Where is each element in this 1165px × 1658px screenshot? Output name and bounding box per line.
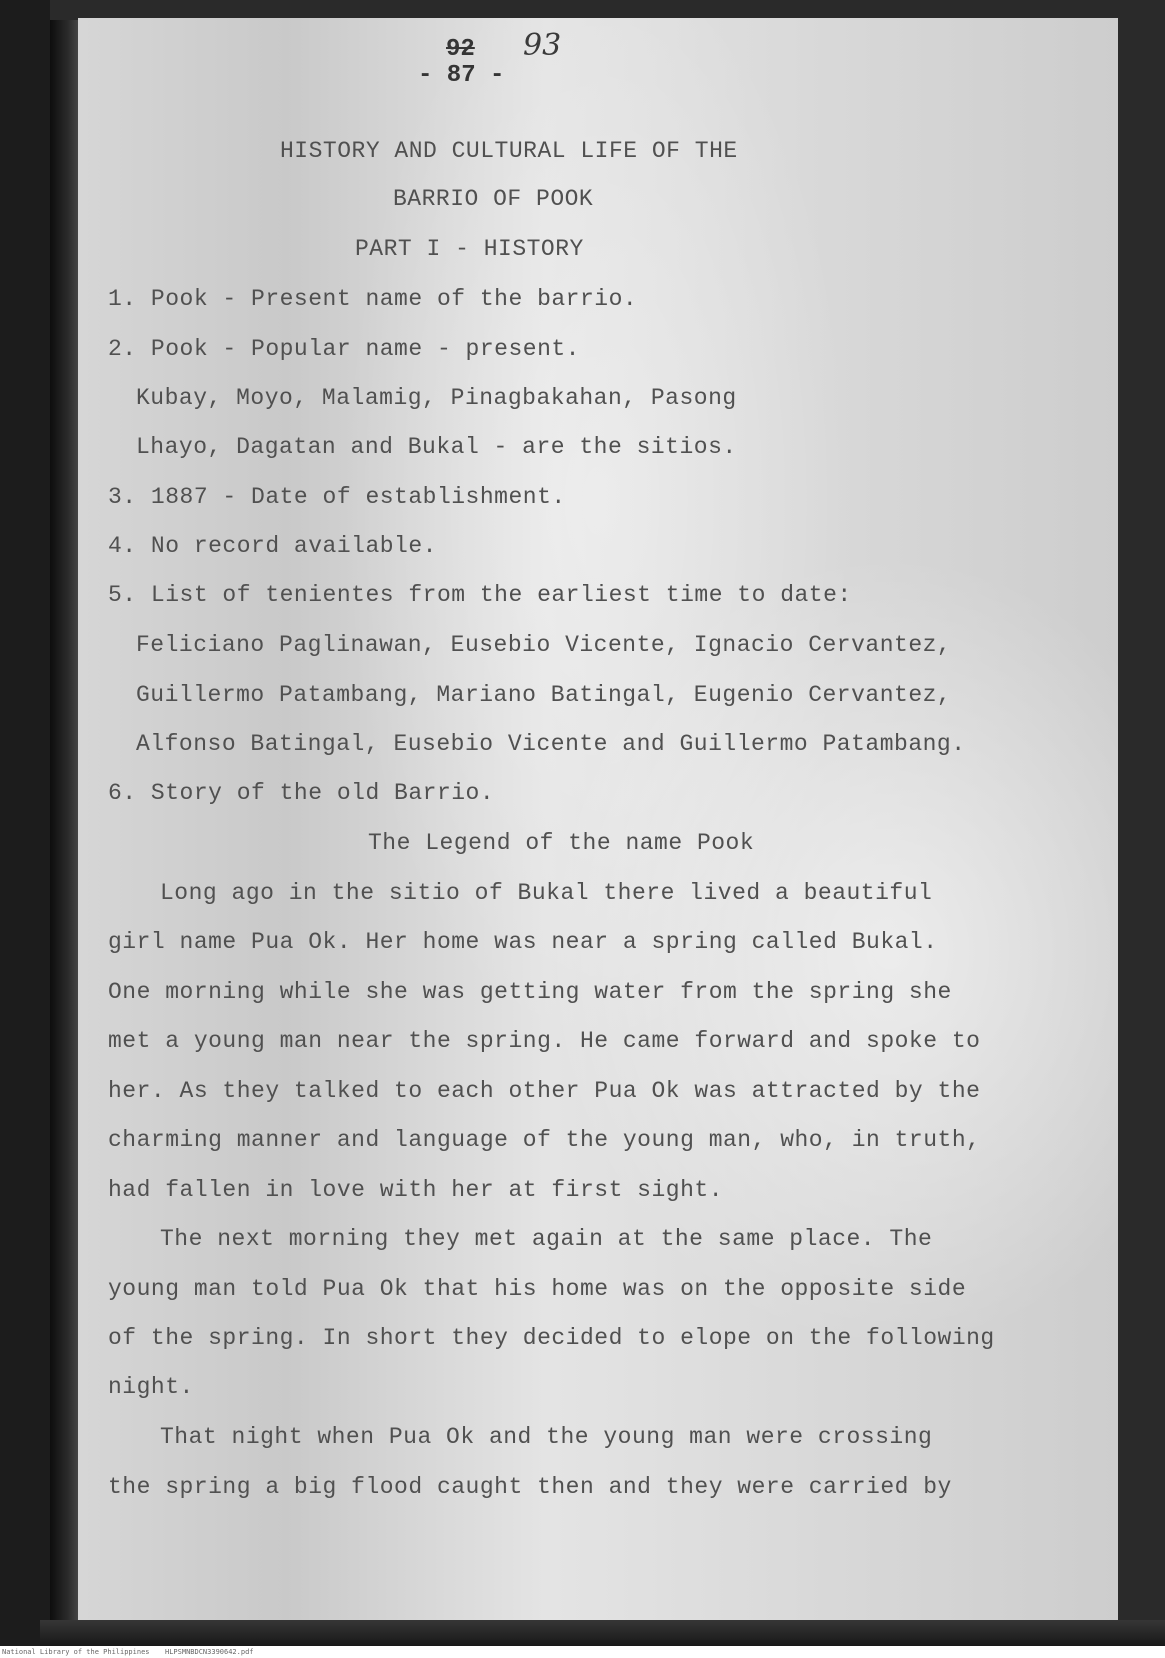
body-line: charming manner and language of the young man, who, in truth, <box>108 1127 981 1153</box>
body-line: Feliciano Paglinawan, Eusebio Vicente, Ignacio Cervantez, <box>136 632 952 658</box>
heading-line-2: BARRIO OF POOK <box>393 186 594 212</box>
body-line: Lhayo, Dagatan and Bukal - are the sitios. <box>136 434 737 460</box>
body-line: The next morning they met again at the same place. The <box>160 1226 933 1252</box>
heading-line-3: PART I - HISTORY <box>355 236 584 262</box>
body-line: Long ago in the sitio of Bukal there lived a beautiful <box>160 880 933 906</box>
body-line: 6. Story of the old Barrio. <box>108 780 495 806</box>
typed-page-number: - 87 - <box>418 62 505 89</box>
body-line: 4. No record available. <box>108 533 437 559</box>
body-line: One morning while she was getting water from the spring she <box>108 979 952 1005</box>
footer-source: National Library of the Philippines <box>2 1648 150 1656</box>
body-line: girl name Pua Ok. Her home was near a spring called Bukal. <box>108 929 938 955</box>
body-line: met a young man near the spring. He came forward and spoke to <box>108 1028 981 1054</box>
handwritten-page-number: 93 <box>523 28 562 63</box>
body-line: Alfonso Batingal, Eusebio Vicente and Guillermo Patambang. <box>136 731 966 757</box>
body-line: young man told Pua Ok that his home was on the opposite side <box>108 1276 967 1302</box>
body-line: of the spring. In short they decided to elope on the following <box>108 1325 995 1351</box>
body-line: 3. 1887 - Date of establishment. <box>108 484 566 510</box>
body-line: night. <box>108 1374 194 1400</box>
body-line: the spring a big flood caught then and they were carried by <box>108 1474 952 1500</box>
scanner-bottom-edge <box>40 1620 1165 1646</box>
paper-sheet <box>78 18 1118 1628</box>
story-title: The Legend of the name Pook <box>368 830 755 856</box>
struck-page-number: 92 <box>446 36 475 63</box>
body-line: 2. Pook - Popular name - present. <box>108 336 580 362</box>
body-line: That night when Pua Ok and the young man were crossing <box>160 1424 933 1450</box>
body-line: 1. Pook - Present name of the barrio. <box>108 286 638 312</box>
body-line: Kubay, Moyo, Malamig, Pinagbakahan, Pasong <box>136 385 737 411</box>
heading-line-1: HISTORY AND CULTURAL LIFE OF THE <box>280 138 738 164</box>
body-line: her. As they talked to each other Pua Ok was attracted by the <box>108 1078 981 1104</box>
binding-spine <box>50 20 80 1625</box>
body-line: 5. List of tenientes from the earliest time to date: <box>108 582 852 608</box>
body-line: Guillermo Patambang, Mariano Batingal, Eugenio Cervantez, <box>136 682 952 708</box>
body-line: had fallen in love with her at first sight. <box>108 1177 723 1203</box>
scanner-background <box>0 0 50 1658</box>
footer-filename: HLPSMNBDCN3390642.pdf <box>165 1648 254 1656</box>
